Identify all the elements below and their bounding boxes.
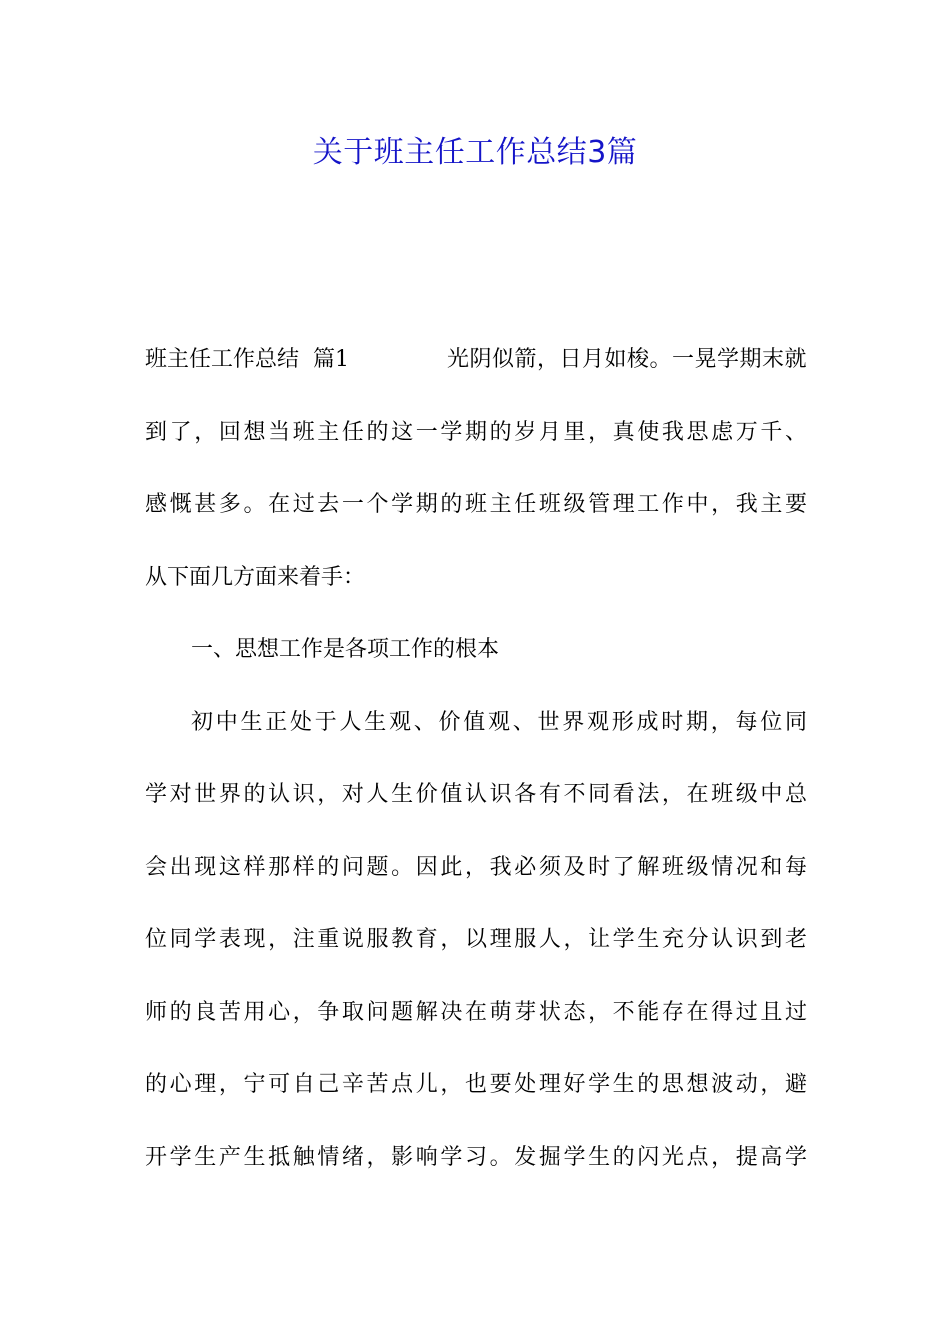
paragraph-line: 初中生正处于人生观、价值观、世界观形成时期，每位同 xyxy=(191,709,807,735)
subheading-line: 一、思想工作是各项工作的根本 xyxy=(191,637,500,662)
paragraph-line: 师的良苦用心，争取问题解决在萌芽状态，不能存在得过且过 xyxy=(145,999,807,1025)
paragraph-line: 感慨甚多。在过去一个学期的班主任班级管理工作中，我主要 xyxy=(145,492,807,517)
paragraph-line: 会出现这样那样的问题。因此，我必须及时了解班级情况和每 xyxy=(145,854,807,880)
paragraph-line: 学对世界的认识，对人生价值认识各有不同看法，在班级中总 xyxy=(145,782,807,807)
document-body xyxy=(145,338,807,1208)
document-title: 关于班主任工作总结3篇 xyxy=(312,135,638,170)
section-heading: 班主任工作总结 篇1 xyxy=(145,347,349,372)
paragraph-line xyxy=(145,338,807,411)
paragraph-line: 的心理，宁可自己辛苦点儿，也要处理好学生的思想波动，避 xyxy=(145,1072,807,1097)
paragraph-line: 位同学表现，注重说服教育，以理服人，让学生充分认识到老 xyxy=(145,927,807,952)
paragraph-line: 到了，回想当班主任的这一学期的岁月里，真使我思虑万千、 xyxy=(145,419,807,445)
paragraph-line: 从下面几方面来着手： xyxy=(145,564,366,590)
paragraph-text: 光阴似箭，日月如梭。一晃学期末就 xyxy=(446,347,807,372)
paragraph-line: 开学生产生抵触情绪，影响学习。发掘学生的闪光点，提高学 xyxy=(145,1144,807,1170)
